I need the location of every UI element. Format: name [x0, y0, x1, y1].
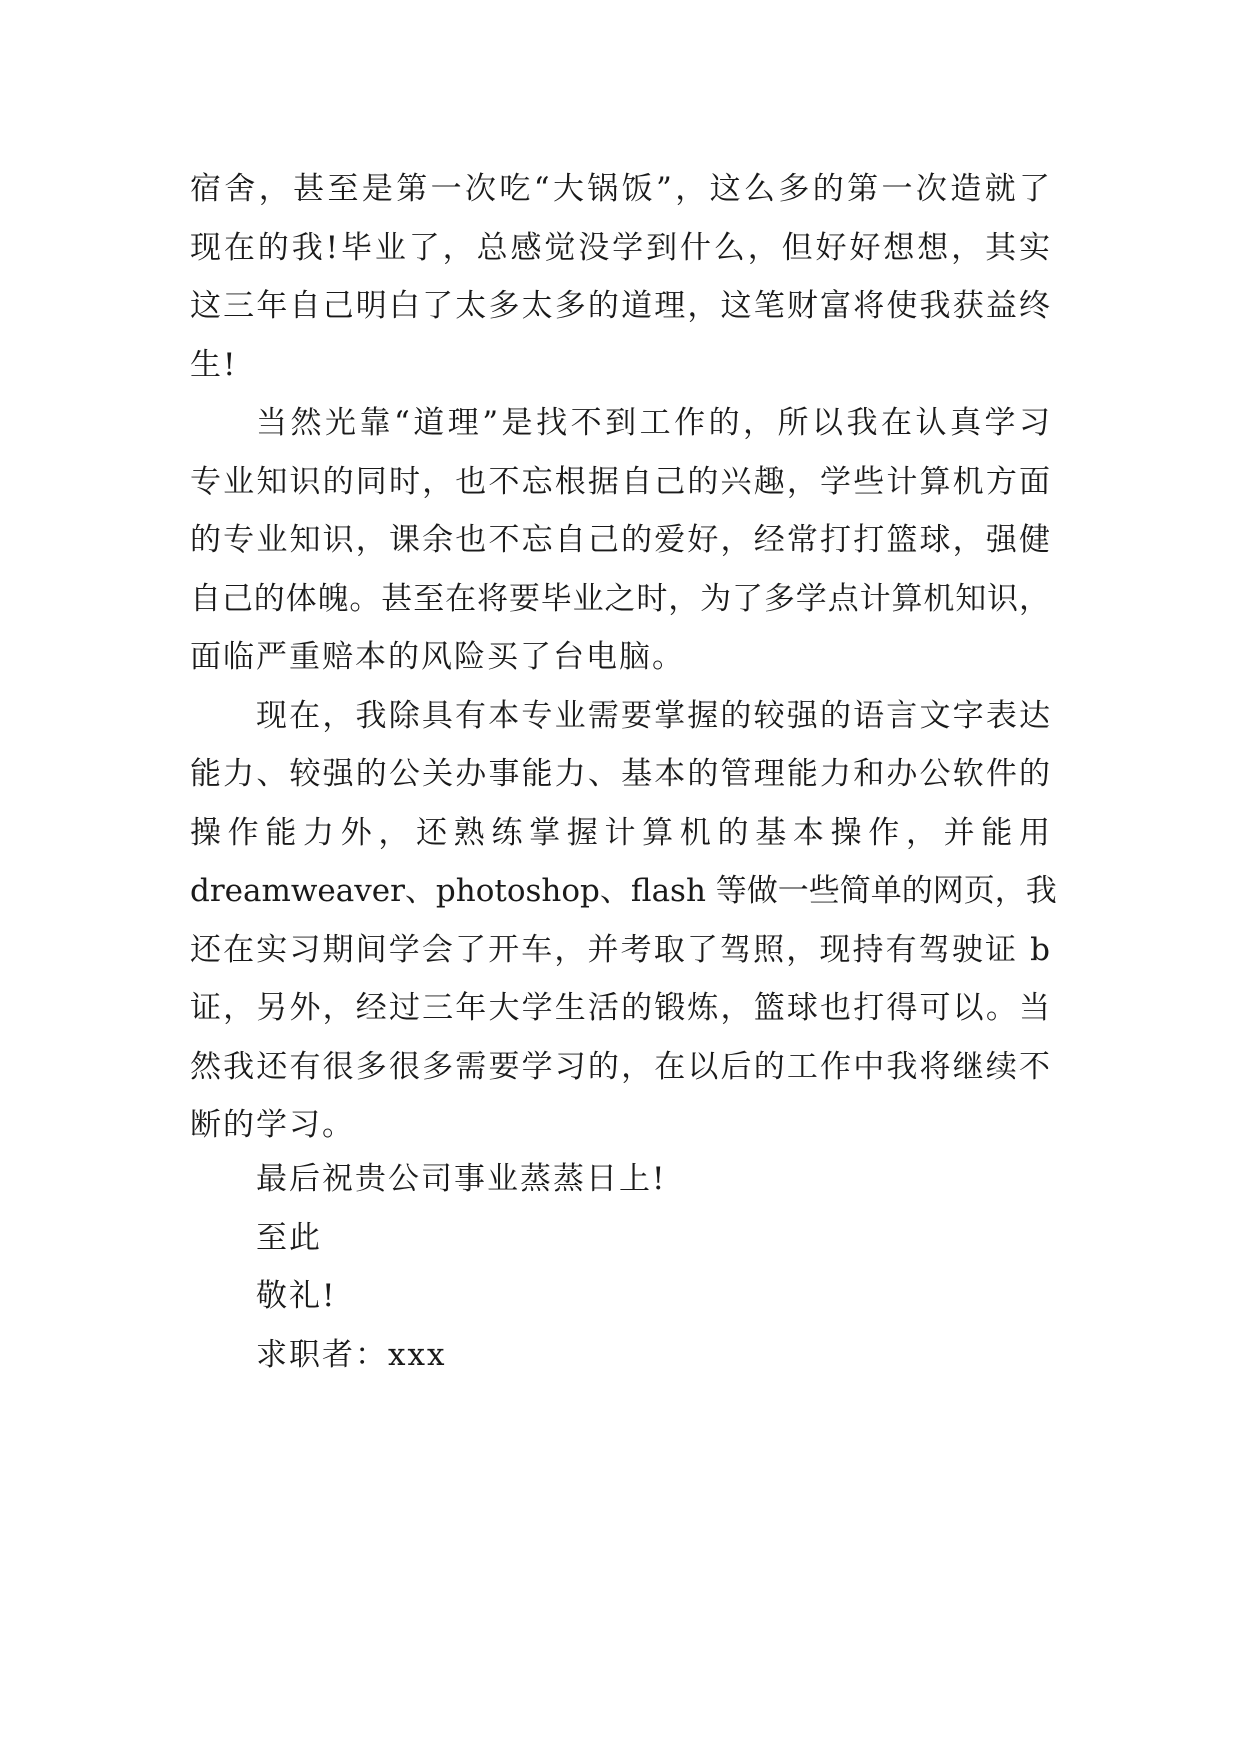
body-line: 宿舍，甚至是第一次吃“大锅饭”，这么多的第一次造就了	[190, 171, 1050, 207]
body-line: 的专业知识，课余也不忘自己的爱好，经常打打篮球，强健	[190, 522, 1050, 558]
body-line: 生!	[190, 346, 238, 383]
closing-regards: 至此	[256, 1219, 322, 1256]
body-line: 这三年自己明白了太多太多的道理，这笔财富将使我获益终	[190, 288, 1050, 324]
body-line: 证，另外，经过三年大学生活的锻炼，篮球也打得可以。当	[190, 990, 1050, 1026]
closing-salute: 敬礼!	[256, 1278, 337, 1314]
closing-wish: 最后祝贵公司事业蒸蒸日上!	[256, 1161, 667, 1197]
paragraph-start-line: 现在，我除具有本专业需要掌握的较强的语言文字表达	[256, 697, 1050, 734]
letter-closing	[256, 1150, 666, 1384]
body-line: 面临严重赔本的风险买了台电脑。	[190, 639, 685, 675]
body-line: 然我还有很多很多需要学习的，在以后的工作中我将继续不	[190, 1048, 1050, 1085]
body-line: 还在实习期间学会了开车，并考取了驾照，现持有驾驶证 b	[190, 931, 1050, 968]
body-line: 专业知识的同时，也不忘根据自己的兴趣，学些计算机方面	[190, 463, 1050, 500]
body-line: 操作能力外，还熟练掌握计算机的基本操作，并能用	[190, 814, 1050, 851]
body-line: 断的学习。	[190, 1107, 355, 1143]
body-line: 能力、较强的公关办事能力、基本的管理能力和办公软件的	[190, 756, 1050, 792]
paragraph-start-line: 当然光靠“道理”是找不到工作的，所以我在认真学习	[256, 405, 1050, 441]
body-line: 现在的我!毕业了，总感觉没学到什么，但好好想想，其实	[190, 229, 1050, 266]
body-line: 自己的体魄。甚至在将要毕业之时，为了多学点计算机知识，	[190, 580, 1050, 617]
letter-body	[190, 160, 1057, 1155]
signature: 求职者：xxx	[256, 1336, 447, 1373]
body-line: dreamweaver、photoshop、flash 等做一些简单的网页，我	[190, 873, 1057, 909]
